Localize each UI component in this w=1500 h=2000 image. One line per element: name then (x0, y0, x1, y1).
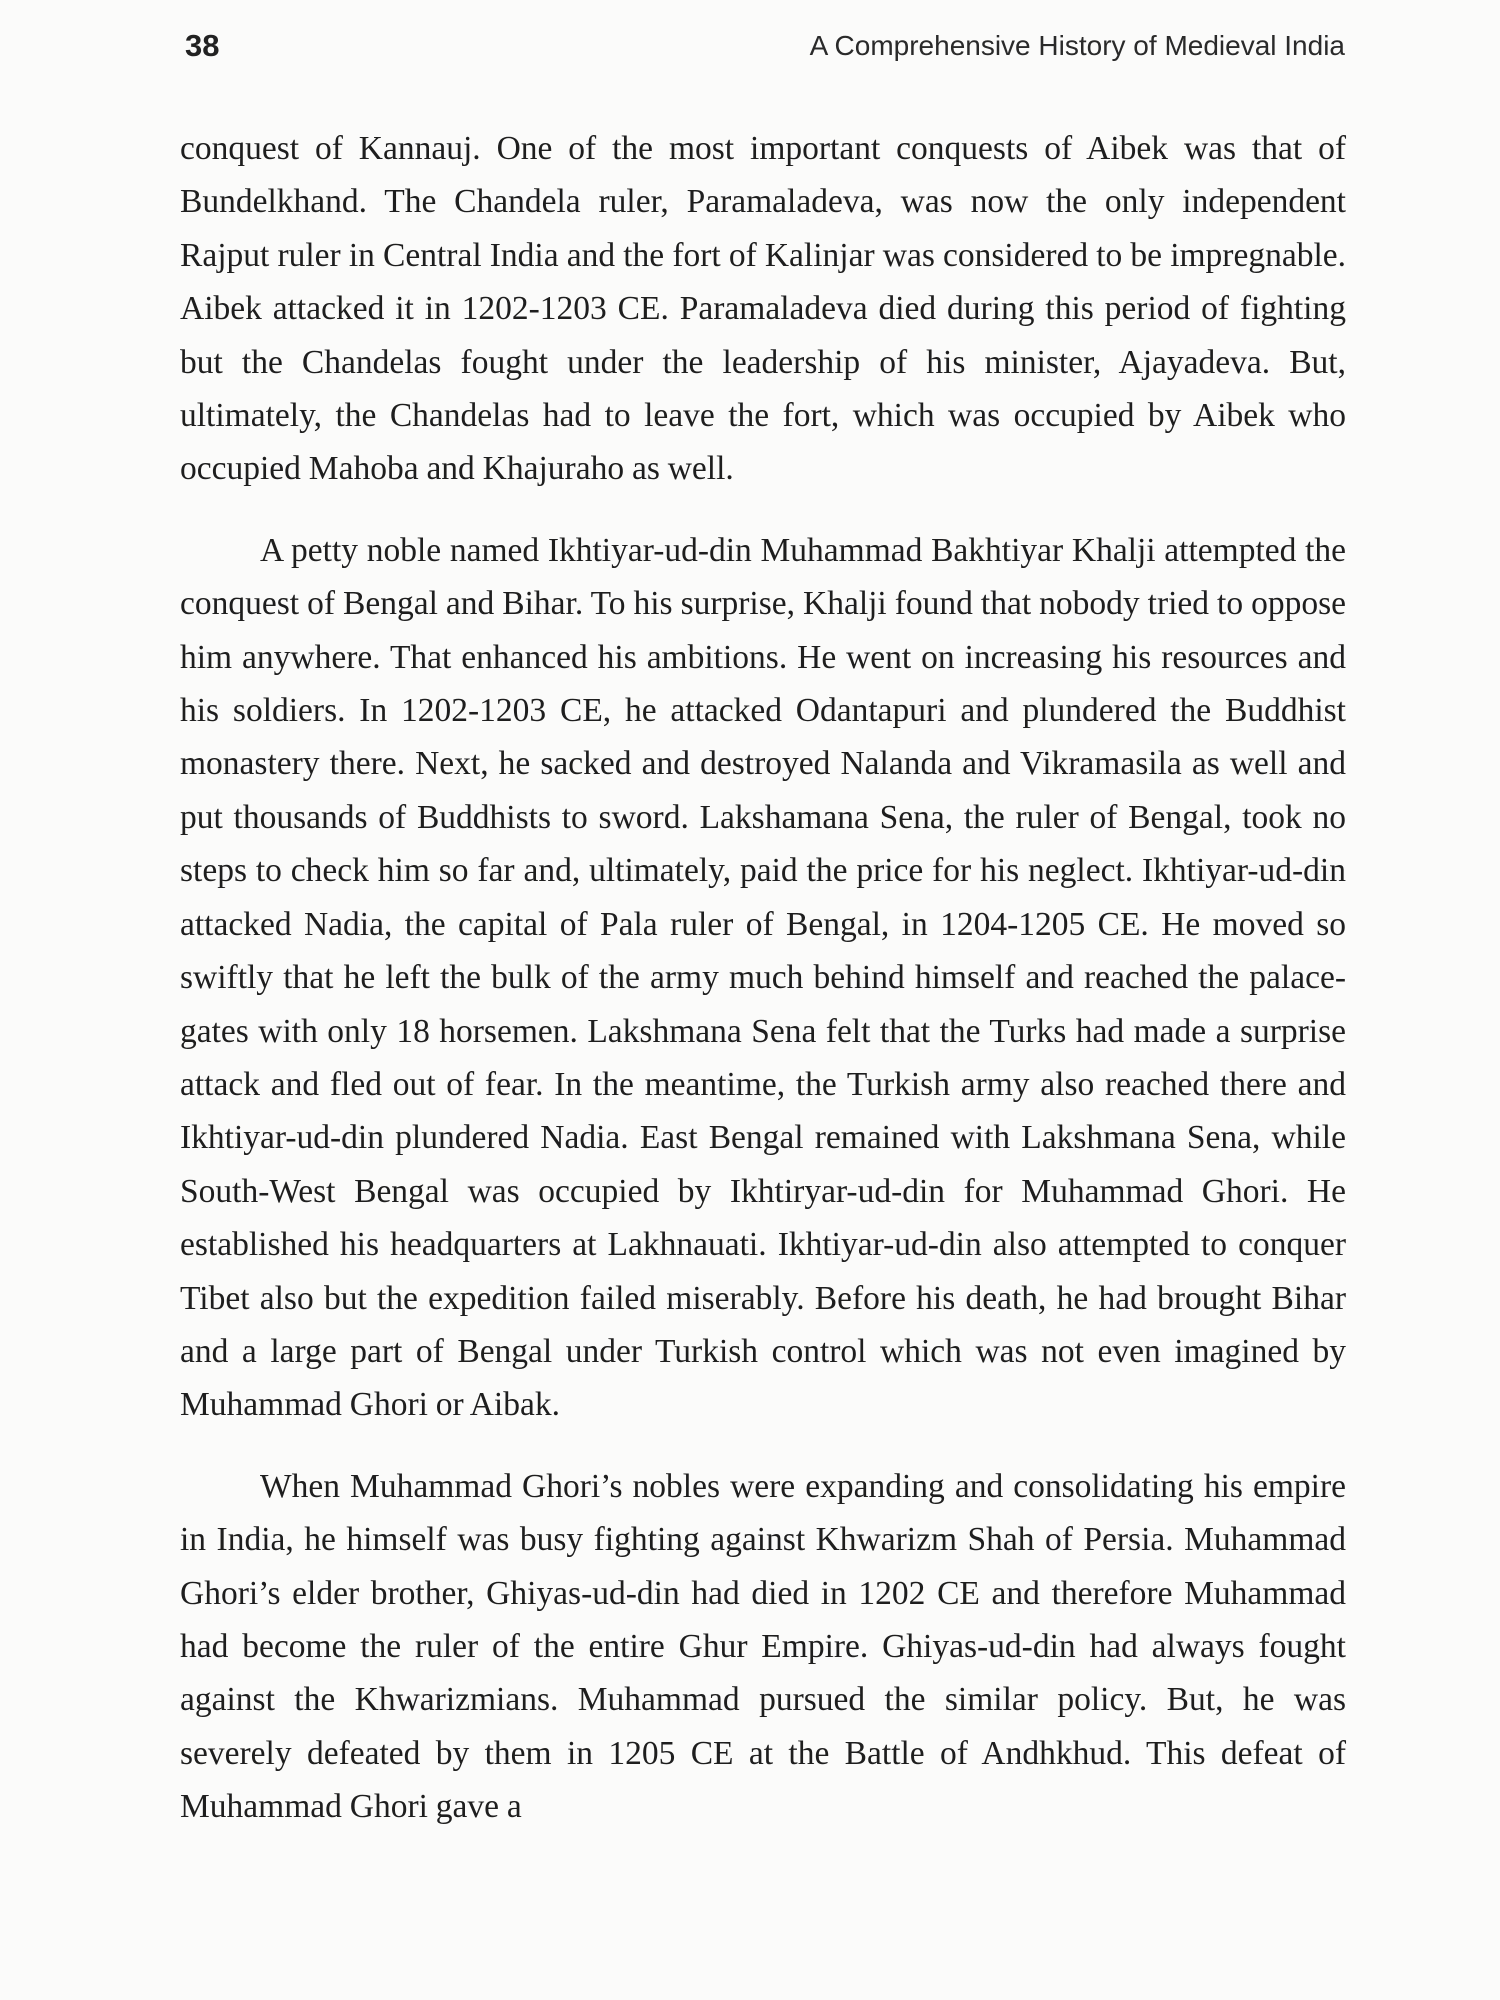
page-number: 38 (185, 28, 220, 63)
paragraph-khalji-bengal-bihar: A petty noble named Ikhtiyar-ud-din Muhammad Bakhtiyar Khalji attempted the conquest of Bengal and Bihar. To his surprise, Khalji found that nobody tried to oppose him anywhere. That enhanced his ambitions. He went on increasing his resources and his soldiers. In 1202-1203 CE, he attacked Odantapuri and plundered the Buddhist monastery there. Next, he sacked and destroyed Nalanda and Vikramasila as well and put thousands of Buddhists to sword. Lakshamana Sena, the ruler of Bengal, took no steps to check him so far and, ultimately, paid the price for his neglect. Ikhtiyar-ud-din attacked Nadia, the capital of Pala ruler of Bengal, in 1204-1205 CE. He moved so swiftly that he left the bulk of the army much behind himself and reached the palace-gates with only 18 horsemen. Lakshmana Sena felt that the Turks had made a surprise attack and fled out of fear. In the meantime, the Turkish army also reached there and Ikhtiyar-ud-din plundered Nadia. East Bengal remained with Lakshmana Sena, while South-West Bengal was occupied by Ikhtiryar-ud-din for Muhammad Ghori. He established his headquarters at Lakhnauati. Ikhtiyar-ud-din also attempted to conquer Tibet also but the expedition failed miserably. Before his death, he had brought Bihar and a large part of Bengal under Turkish control which was not even imagined by Muhammad Ghori or Aibak. (180, 531, 1346, 1424)
paragraph-ghori-khwarizm: When Muhammad Ghori’s nobles were expanding and consolidating his empire in India, he himself was busy fighting against Khwarizm Shah of Persia. Muhammad Ghori’s elder brother, Ghiyas-ud-din had died in 1202 CE and therefore Muhammad had become the ruler of the entire Ghur Empire. Ghiyas-ud-din had always fought against the Khwarizmians. Muhammad pursued the similar policy. But, he was severely defeated by them in 1205 CE at the Battle of Andhkhud. This defeat of Muhammad Ghori gave a (180, 1467, 1346, 1826)
body-text (180, 122, 1346, 1834)
running-title: A Comprehensive History of Medieval India (809, 30, 1345, 61)
paragraph-aibek-conquests: conquest of Kannauj. One of the most important conquests of Aibek was that of Bundelkhand. The Chandela ruler, Paramaladeva, was now the only independent Rajput ruler in Central India and the fort of Kalinjar was considered to be impregnable. Aibek attacked it in 1202-1203 CE. Paramaladeva died during this period of fighting but the Chandelas fought under the leadership of his minister, Ajayadeva. But, ultimately, the Chandelas had to leave the fort, which was occupied by Aibek who occupied Mahoba and Khajuraho as well. (180, 130, 1346, 488)
page-header (185, 28, 1345, 68)
